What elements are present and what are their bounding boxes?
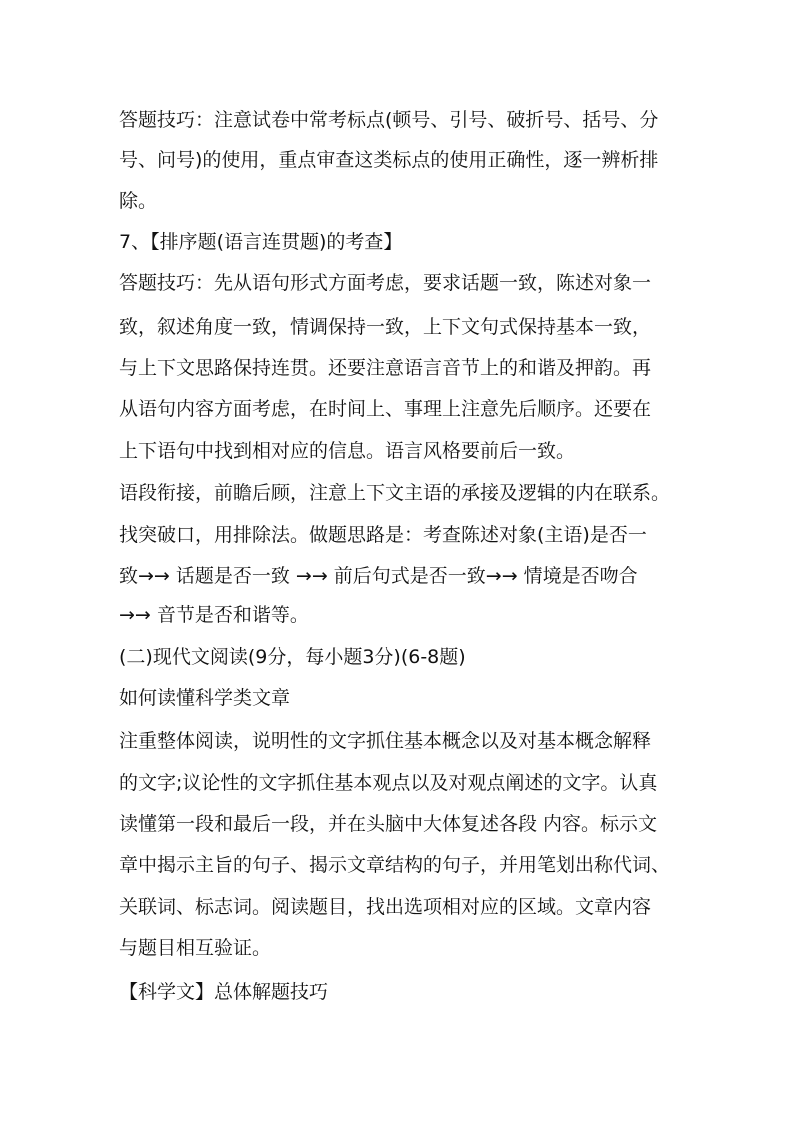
text-line: 的文字;议论性的文字抓住基本观点以及对观点阐述的文字。认真 <box>119 772 658 794</box>
text-line: 除。 <box>119 190 158 212</box>
text-line: 从语句内容方面考虑，在时间上、事理上注意先后顺序。还要在 <box>119 398 652 420</box>
text-line: →→ 音节是否和谐等。 <box>119 604 309 626</box>
text-line: 读懂第一段和最后一段，并在头脑中大体复述各段 内容。标示文 <box>119 813 658 835</box>
text-line: 号、问号)的使用，重点审查这类标点的使用正确性，逐一辨析排 <box>119 149 659 171</box>
text-line: 章中揭示主旨的句子、揭示文章结构的句子，并用笔划出称代词、 <box>119 854 671 876</box>
subsection-heading: 如何读懂科学类文章 <box>119 687 291 709</box>
text-line: 找突破口，用排除法。做题思路是：考查陈述对象(主语)是否一 <box>119 524 647 546</box>
text-line: 致，叙述角度一致，情调保持一致，上下文句式保持基本一致， <box>119 316 652 338</box>
text-line: 关联词、标志词。阅读题目，找出选项相对应的区域。文章内容 <box>119 896 652 918</box>
text-line: 致→→ 话题是否一致 →→ 前后句式是否一致→→ 情境是否吻合 <box>119 565 638 587</box>
text-line: 上下语句中找到相对应的信息。语言风格要前后一致。 <box>119 440 576 462</box>
text-line: 注重整体阅读，说明性的文字抓住基本概念以及对基本概念解释 <box>119 730 652 752</box>
text-line: 与上下文思路保持连贯。还要注意语言音节上的和谐及押韵。再 <box>119 357 652 379</box>
text-line: 与题目相互验证。 <box>119 937 272 959</box>
text-line: 答题技巧：先从语句形式方面考虑，要求话题一致，陈述对象一 <box>119 272 652 294</box>
section-heading: (二)现代文阅读(9分，每小题3分)(6-8题) <box>119 646 466 668</box>
section-heading: 【科学文】总体解题技巧 <box>119 981 329 1003</box>
text-line: 语段衔接，前瞻后顾，注意上下文主语的承接及逻辑的内在联系。 <box>119 482 671 504</box>
section-heading: 7、【排序题(语言连贯题)的考查】 <box>119 231 403 253</box>
text-line: 答题技巧：注意试卷中常考标点(顿号、引号、破折号、括号、分 <box>119 109 659 131</box>
